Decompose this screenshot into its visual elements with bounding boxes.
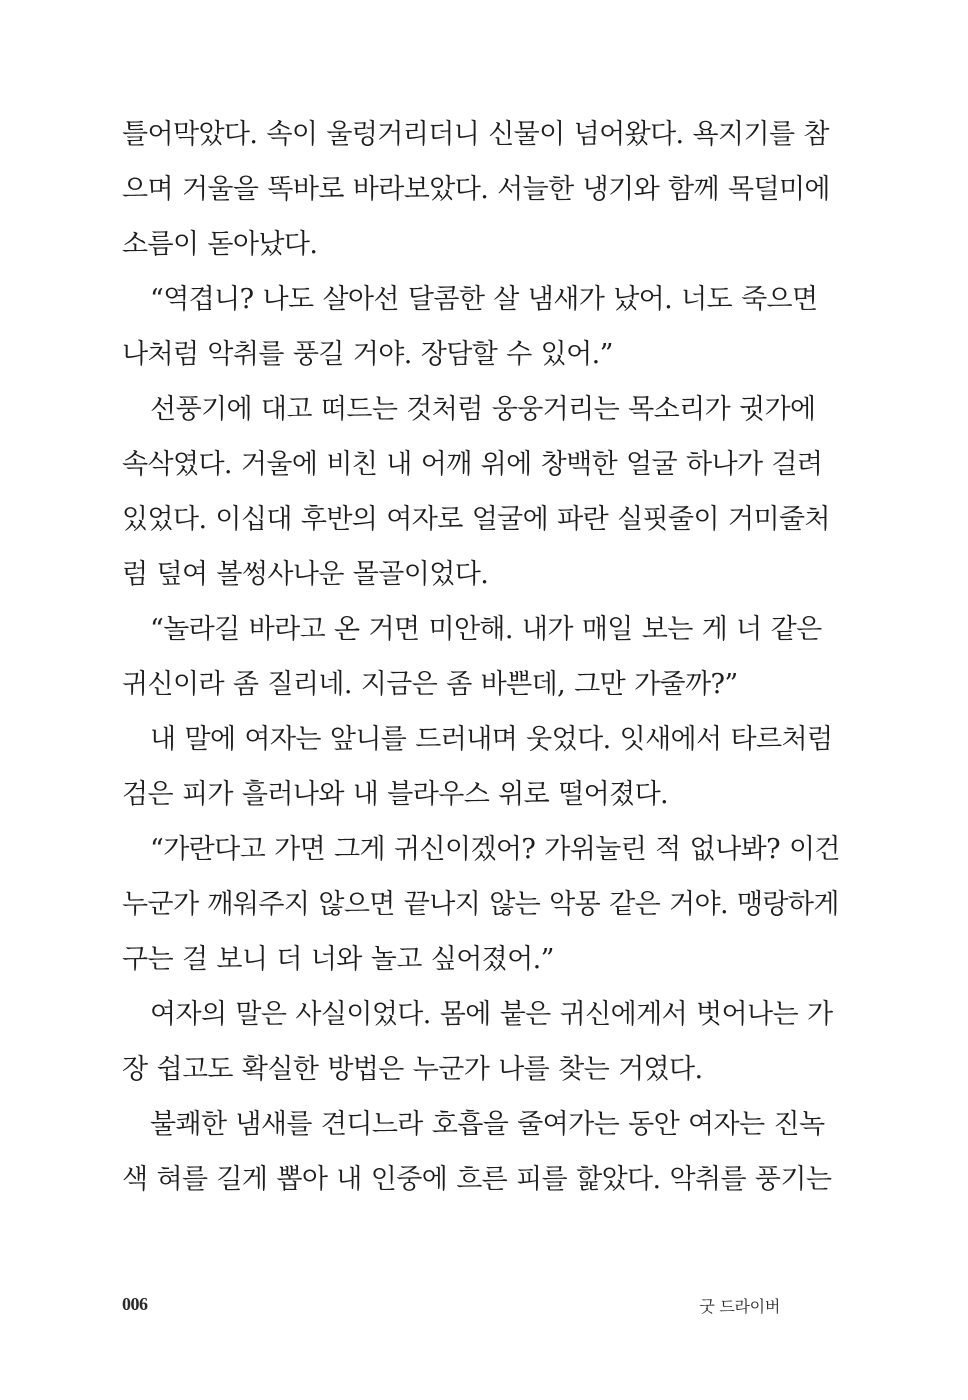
text-line: 내 말에 여자는 앞니를 드러내며 웃었다. 잇새에서 타르처럼 — [150, 724, 833, 755]
text-line: “가란다고 가면 그게 귀신이겠어? 가위눌린 적 없나봐? 이건 — [150, 834, 840, 865]
text-line: 속삭였다. 거울에 비친 내 어깨 위에 창백한 얼굴 하나가 걸려 — [122, 449, 823, 480]
text-line: 있었다. 이십대 후반의 여자로 얼굴에 파란 실핏줄이 거미줄처 — [122, 504, 830, 535]
page-number: 006 — [122, 1294, 148, 1314]
text-line: 구는 걸 보니 더 너와 놀고 싶어졌어.” — [122, 944, 554, 975]
text-line: 누군가 깨워주지 않으면 끝나지 않는 악몽 같은 거야. 맹랑하게 — [122, 889, 839, 920]
text-line: 소름이 돋아났다. — [122, 229, 318, 260]
body-text — [122, 112, 840, 1212]
page-footer — [122, 1294, 780, 1318]
running-title: 굿 드라이버 — [699, 1297, 780, 1316]
text-line: 여자의 말은 사실이었다. 몸에 붙은 귀신에게서 벗어나는 가 — [150, 999, 833, 1030]
text-line: 틀어막았다. 속이 울렁거리더니 신물이 넘어왔다. 욕지기를 참 — [122, 119, 829, 150]
text-line: “놀라길 바라고 온 거면 미안해. 내가 매일 보는 게 너 같은 — [150, 614, 822, 645]
text-line: 으며 거울을 똑바로 바라보았다. 서늘한 냉기와 함께 목덜미에 — [122, 174, 830, 205]
text-line: 장 쉽고도 확실한 방법은 누군가 나를 찾는 거였다. — [122, 1054, 703, 1085]
text-line: 선풍기에 대고 떠드는 것처럼 웅웅거리는 목소리가 귓가에 — [150, 394, 816, 425]
text-line: 불쾌한 냄새를 견디느라 호흡을 줄여가는 동안 여자는 진녹 — [150, 1109, 825, 1140]
text-line: 검은 피가 흘러나와 내 블라우스 위로 떨어졌다. — [122, 779, 669, 810]
text-line: 색 혀를 길게 뽑아 내 인중에 흐른 피를 핥았다. 악취를 풍기는 — [122, 1164, 832, 1195]
text-line: 럼 덮여 볼썽사나운 몰골이었다. — [122, 559, 489, 590]
text-line: “역겹니? 나도 살아선 달콤한 살 냄새가 났어. 너도 죽으면 — [150, 284, 818, 315]
text-line: 귀신이라 좀 질리네. 지금은 좀 바쁜데, 그만 가줄까?” — [122, 669, 738, 700]
text-line: 나처럼 악취를 풍길 거야. 장담할 수 있어.” — [122, 339, 613, 370]
